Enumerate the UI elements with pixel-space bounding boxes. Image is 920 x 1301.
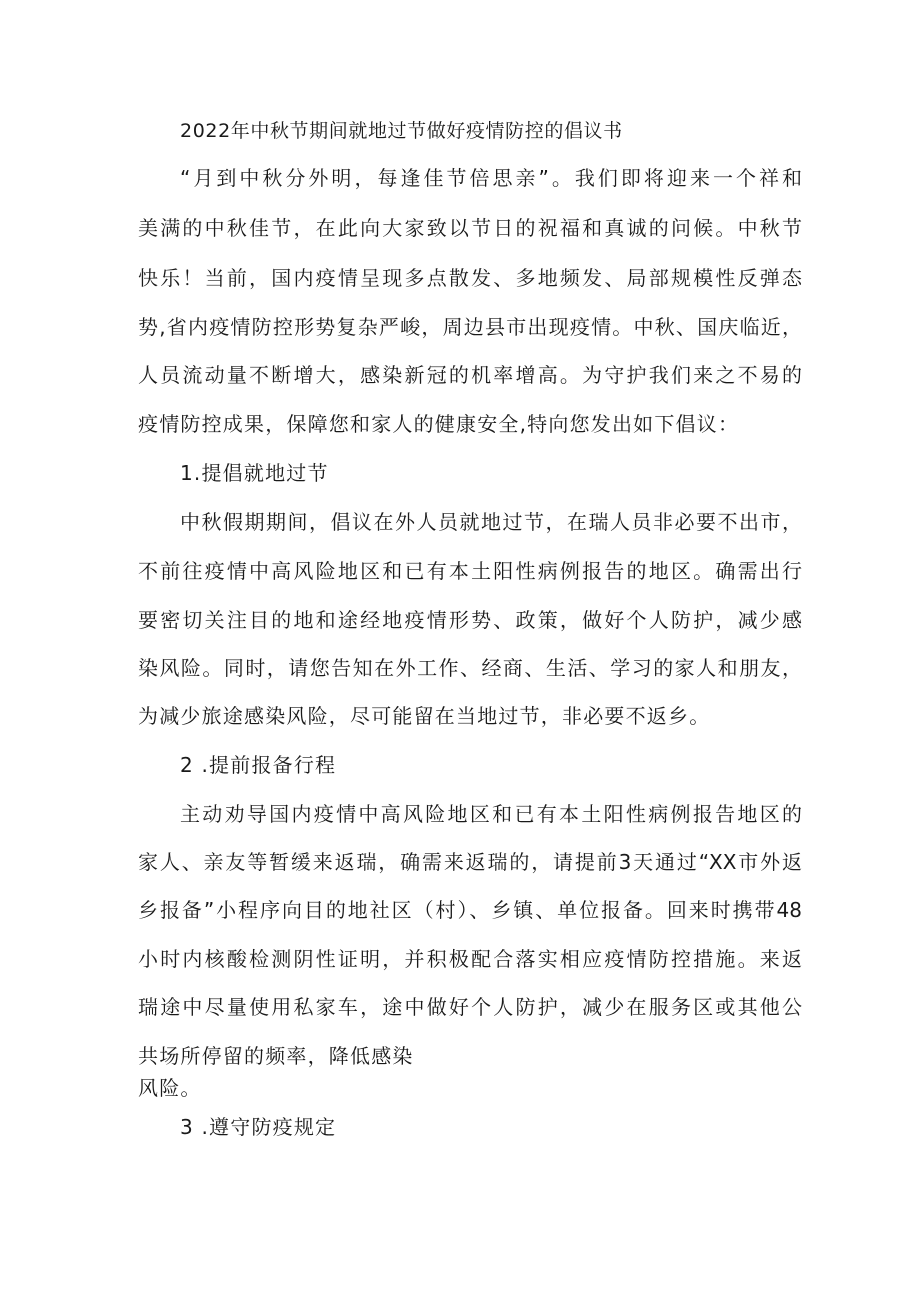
section1-line-4: 染风险。同时，请您告知在外工作、经商、生活、学习的家人和朋友， bbox=[138, 656, 802, 680]
section2-line-7: 风险。 bbox=[138, 1076, 202, 1100]
intro-line-5: 人员流动量不断增大，感染新冠的机率增高。为守护我们来之不易的 bbox=[138, 363, 802, 387]
intro-line-1: “月到中秋分外明，每逢佳节倍思亲”。我们即将迎来一个祥和 bbox=[180, 166, 802, 190]
section2-line-4: 小时内核酸检测阴性证明，并积极配合落实相应疫情防控措施。来返 bbox=[138, 947, 802, 971]
section2-heading: 2 .提前报备行程 bbox=[180, 753, 337, 777]
section1-line-2: 不前往疫情中高风险地区和已有本土阳性病例报告的地区。确需出行 bbox=[138, 559, 802, 583]
intro-line-3: 快乐！当前，国内疫情呈现多点散发、多地频发、局部规模性反弹态 bbox=[138, 266, 802, 290]
section2-line-2: 家人、亲友等暂缓来返瑞，确需来返瑞的，请提前3天通过“XX市外返 bbox=[138, 850, 802, 874]
section3-heading: 3 .遵守防疫规定 bbox=[180, 1115, 337, 1139]
section2-line-6: 共场所停留的频率，降低感染 bbox=[138, 1044, 414, 1068]
section1-line-3: 要密切关注目的地和途经地疫情形势、政策，做好个人防护，减少感 bbox=[138, 608, 802, 632]
intro-line-2: 美满的中秋佳节，在此向大家致以节日的祝福和真诚的问候。中秋节 bbox=[138, 216, 802, 240]
section1-line-1: 中秋假期期间，倡议在外人员就地过节，在瑞人员非必要不出市， bbox=[180, 510, 802, 534]
document-title: 2022年中秋节期间就地过节做好疫情防控的倡议书 bbox=[180, 120, 623, 142]
section1-heading: 1.提倡就地过节 bbox=[180, 461, 329, 485]
intro-line-4: 势,省内疫情防控形势复杂严峻，周边县市出现疫情。中秋、国庆临近， bbox=[138, 315, 802, 339]
section2-line-5: 瑞途中尽量使用私家车，途中做好个人防护，减少在服务区或其他公 bbox=[138, 995, 802, 1019]
intro-line-6: 疫情防控成果，保障您和家人的健康安全,特向您发出如下倡议： bbox=[138, 412, 740, 436]
section2-line-1: 主动劝导国内疫情中高风险地区和已有本土阳性病例报告地区的 bbox=[180, 802, 802, 826]
section2-line-3: 乡报备”小程序向目的地社区（村）、乡镇、单位报备。回来时携带48 bbox=[138, 898, 802, 922]
section1-line-5: 为减少旅途感染风险，尽可能留在当地过节，非必要不返乡。 bbox=[138, 704, 711, 728]
